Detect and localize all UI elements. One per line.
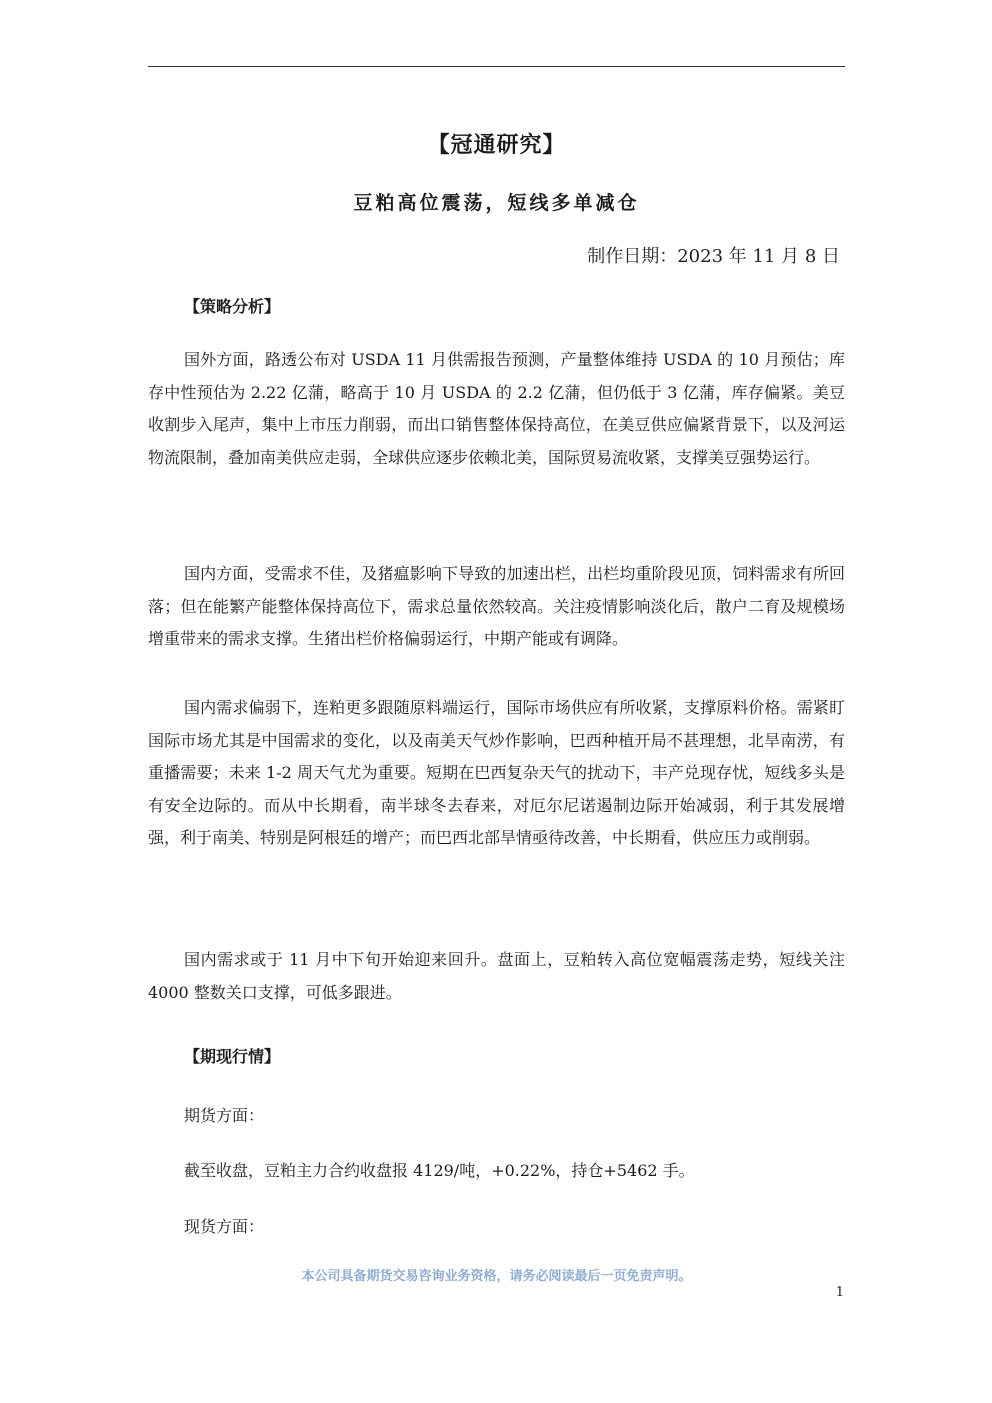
header-rule bbox=[148, 66, 845, 67]
strategy-paragraph-1: 国外方面，路透公布对 USDA 11 月供需报告预测，产量整体维持 USDA 的 10 月预估；库存中性预估为 2.22 亿蒲，略高于 10 月 USDA 的 2.2 亿蒲，但仍低于 3 亿蒲，库存偏紧。美豆收割步入尾声，集中上市压力削弱，而出口销售整体保持高位，在美豆供应偏紧背景下，以及河运物流限制，叠加南美供应走弱，全球供应逐步依赖北美，国际贸易流收紧，支撑美豆强势运行。 bbox=[148, 350, 845, 467]
strategy-paragraph-4: 国内需求或于 11 月中下旬开始迎来回升。盘面上，豆粕转入高位宽幅震荡走势，短线关注 4000 整数关口支撑，可低多跟进。 bbox=[148, 950, 845, 1002]
page-number: 1 bbox=[835, 1285, 844, 1300]
production-date: 制作日期：2023 年 11 月 8 日 bbox=[587, 246, 840, 267]
org-title: 【冠通研究】 bbox=[427, 132, 566, 158]
futures-label: 期货方面： bbox=[184, 1106, 265, 1125]
strategy-paragraph-2: 国内方面，受需求不佳，及猪瘟影响下导致的加速出栏，出栏均重阶段见顶，饲料需求有所回落；但在能繁产能整体保持高位下，需求总量依然较高。关注疫情影响淡化后，散户二育及规模场增重带来的需求支撑。生猪出栏价格偏弱运行，中期产能或有调降。 bbox=[148, 564, 845, 648]
market-heading: 【期现行情】 bbox=[184, 1047, 281, 1066]
spot-label: 现货方面： bbox=[184, 1217, 265, 1236]
futures-detail: 截至收盘，豆粕主力合约收盘报 4129/吨，+0.22%，持仓+5462 手。 bbox=[184, 1161, 695, 1180]
strategy-heading: 【策略分析】 bbox=[184, 297, 281, 316]
strategy-paragraph-3: 国内需求偏弱下，连粕更多跟随原料端运行，国际市场供应有所收紧，支撑原料价格。需紧盯国际市场尤其是中国需求的变化，以及南美天气炒作影响，巴西种植开局不甚理想，北旱南涝，有重播需要；未来 1-2 周天气尤为重要。短期在巴西复杂天气的扰动下，丰产兑现存忧，短线多头是有安全边际的。而从中长期看，南半球冬去春来，对厄尔尼诺遏制边际开始减弱，利于其发展增强，利于南美、特别是阿根廷的增产；而巴西北部旱情亟待改善，中长期看，供应压力或削弱。 bbox=[148, 698, 845, 847]
document-title: 豆粕高位震荡，短线多单减仓 bbox=[353, 192, 640, 214]
footer-disclaimer: 本公司具备期货交易咨询业务资格，请务必阅读最后一页免责声明。 bbox=[301, 1269, 692, 1284]
